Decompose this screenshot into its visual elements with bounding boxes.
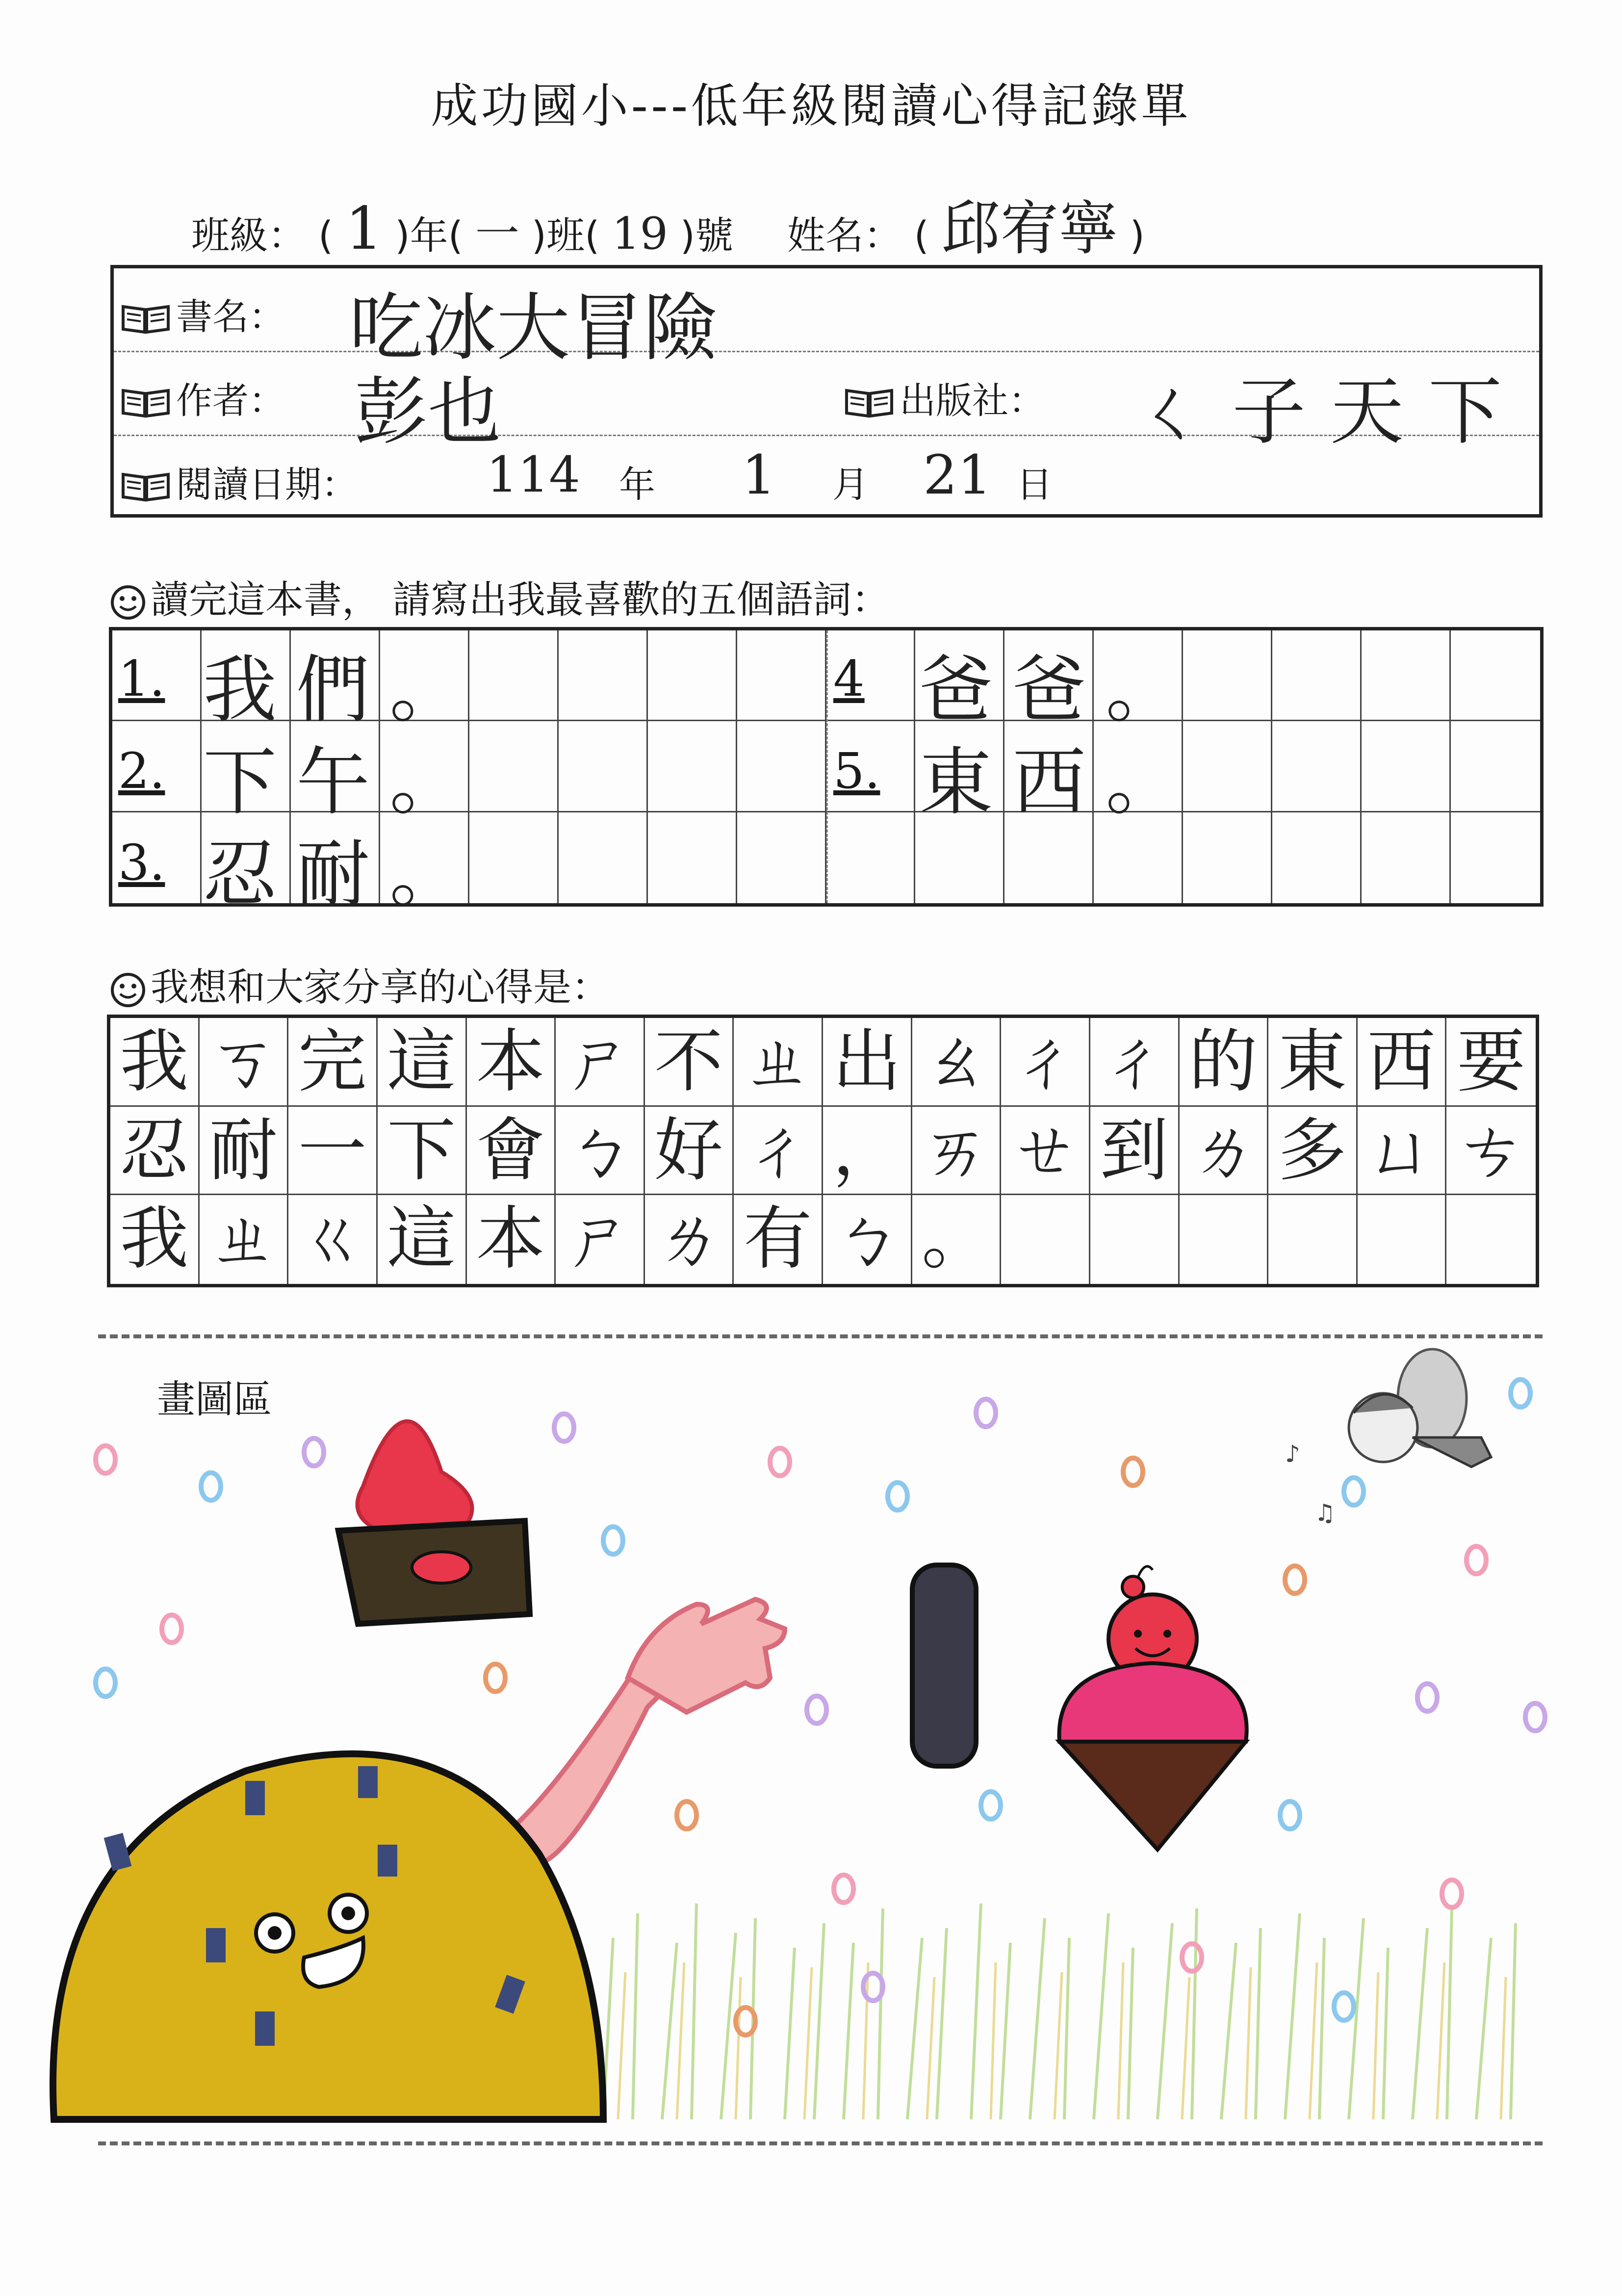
essay-cell: 會 [467,1107,556,1196]
class-label: 班級： [191,214,307,258]
essay-cell [1358,1195,1447,1284]
date-day: 21 [923,444,992,506]
read-date-row [114,436,1539,520]
share-essay-grid [107,1015,1539,1287]
ice-cream-cone [1059,1566,1247,1850]
svg-text:♪: ♪ [1285,1440,1300,1468]
grid-cell [469,721,559,812]
grid-cell [648,812,737,903]
word-entry: 下午。 [203,740,483,825]
word-number: 3. [118,834,165,891]
page-title: 成功國小---低年級閱讀心得記錄單 [431,78,1191,133]
essay-cell: 出 [823,1018,912,1107]
dark-capsule [912,1565,976,1766]
yellow-monster [53,1599,785,2119]
essay-cell: 這 [378,1195,467,1284]
grid-cell [469,630,559,721]
grade-value: 1 [345,195,383,263]
author-label-wrap [121,372,285,424]
drawing-area [0,1325,1622,2159]
grid-cell [1451,812,1540,903]
grid-cell [737,721,826,812]
essay-cell: 到 [1090,1107,1180,1196]
class-no-value: 一 [475,208,519,260]
essay-cell: 東 [1268,1018,1358,1107]
essay-cell [1446,1195,1536,1284]
essay-cell: 我 [110,1195,200,1284]
essay-cell: ㄌ [645,1195,734,1284]
essay-cell: ㄍ [288,1195,378,1284]
class-suffix: )班( [531,214,600,258]
grid-cell [1272,812,1362,903]
essay-cell: ㄝ [1001,1107,1090,1196]
essay-cell: ㄓ [734,1018,823,1107]
book-title-label-wrap [121,288,285,340]
smile-icon [110,972,146,1008]
essay-cell: 西 [1358,1018,1447,1107]
grid-cell [648,721,737,812]
book-title-value: 吃冰大冒險 [349,286,718,371]
date-month-unit: 月 [832,464,869,506]
essay-cell: ㄕ [556,1018,645,1107]
word-number: 2. [118,742,165,800]
grid-cell [559,721,648,812]
essay-cell: ㄔ [734,1107,823,1196]
grid-cell [559,630,648,721]
essay-cell: ㄘ [1446,1107,1536,1196]
red-ice-dessert [338,1421,530,1624]
words-prompt [110,569,890,624]
date-month: 1 [742,444,776,506]
essay-cell: 有 [734,1195,823,1284]
date-label: 閱讀日期： [176,464,358,506]
essay-cell: 不 [645,1018,734,1107]
date-year: 114 [487,446,580,503]
essay-cell: ㄞ [912,1107,1002,1196]
essay-cell: ㄔ [1090,1018,1180,1107]
book-title-row [114,268,1539,371]
book-info-box [110,265,1543,518]
svg-text:♫: ♫ [1314,1499,1336,1527]
date-day-unit: 日 [1016,464,1053,506]
grid-cell [648,630,737,721]
book-title-label: 書名： [176,296,285,338]
essay-cell: ㄔ [1001,1018,1090,1107]
student-info-line: 班級： ( 1 )年( 一 )班( 19 )號 姓名： ( 邱宥寧 ) [191,195,1145,263]
essay-cell: ㄕ [556,1195,645,1284]
essay-cell: 本 [467,1195,556,1284]
essay-cell: 我 [110,1018,200,1107]
seat-suffix: )號 [680,214,734,258]
grid-cell [826,812,916,903]
date-label-wrap [121,456,358,508]
grid-cell [737,812,826,903]
words-prompt-text: 讀完這本書， 請寫出我最喜歡的五個語詞： [151,578,890,622]
seat-no-value: 19 [612,208,668,260]
fairy-decoration [1285,1349,1491,1527]
essay-cell: 下 [378,1107,467,1196]
drawing-area-label: 畫圖區 [157,1378,272,1422]
publisher-label: 出版社： [900,380,1045,422]
essay-cell: ， [823,1107,912,1196]
essay-cell: 一 [288,1107,378,1196]
essay-cell: 多 [1268,1107,1358,1196]
name-label: 姓名： [787,214,902,258]
book-author-row [114,352,1539,455]
grid-divider [826,630,828,903]
share-prompt-text: 我想和大家分享的心得是： [151,965,610,1010]
book-icon [121,304,170,334]
book-icon [845,388,894,418]
word-number: 1. [118,650,165,707]
essay-cell: ㄌ [1180,1107,1269,1196]
author-value: 彭也 [354,369,502,455]
essay-cell: ㄅ [556,1107,645,1196]
publisher-label-wrap [845,372,1045,424]
essay-cell: 。 [912,1195,1002,1284]
essay-cell: 要 [1446,1018,1536,1107]
grid-cell [1272,721,1362,812]
essay-cell: ㄓ [200,1195,289,1284]
word-number: 5. [833,742,880,800]
favorite-words-grid [109,627,1544,917]
grid-cell [469,812,559,903]
essay-cell: ㄅ [823,1195,912,1284]
essay-cell: 本 [467,1018,556,1107]
bottom-divider [98,2141,1543,2145]
essay-cell: ㄩ [1358,1107,1447,1196]
essay-cell: 的 [1180,1018,1269,1107]
share-prompt [110,957,610,1012]
word-number: 4 [833,650,865,707]
word-entry: 爸爸。 [919,648,1199,733]
grade-suffix: )年( [395,214,463,258]
essay-cell: ㄠ [912,1018,1002,1107]
essay-cell [1090,1195,1180,1284]
essay-cell: 忍 [110,1107,200,1196]
grid-cell [1272,630,1362,721]
word-entry: 我們。 [203,648,483,733]
essay-cell [1001,1195,1090,1284]
publisher-value: ㄑ子天下 [1134,369,1527,455]
grid-cell [1451,630,1540,721]
essay-cell [1180,1195,1269,1284]
essay-cell: 完 [288,1018,378,1107]
student-name: 邱宥寧 [941,195,1118,263]
date-year-unit: 年 [619,464,655,506]
book-icon [121,471,170,502]
smile-icon [110,585,146,620]
essay-cell: ㄎ [200,1018,289,1107]
grid-cell [1451,721,1540,812]
grid-cell [559,812,648,903]
grid-cell [1362,812,1451,903]
essay-cell: 好 [645,1107,734,1196]
grid-cell [1362,630,1451,721]
essay-cell: 耐 [200,1107,289,1196]
grid-cell [737,630,826,721]
essay-cell [1268,1195,1358,1284]
word-entry: 忍耐。 [203,832,483,917]
word-entry: 東西。 [919,740,1199,825]
grid-cell [1362,721,1451,812]
essay-cell: 這 [378,1018,467,1107]
book-icon [121,388,170,418]
author-label: 作者： [176,380,285,422]
